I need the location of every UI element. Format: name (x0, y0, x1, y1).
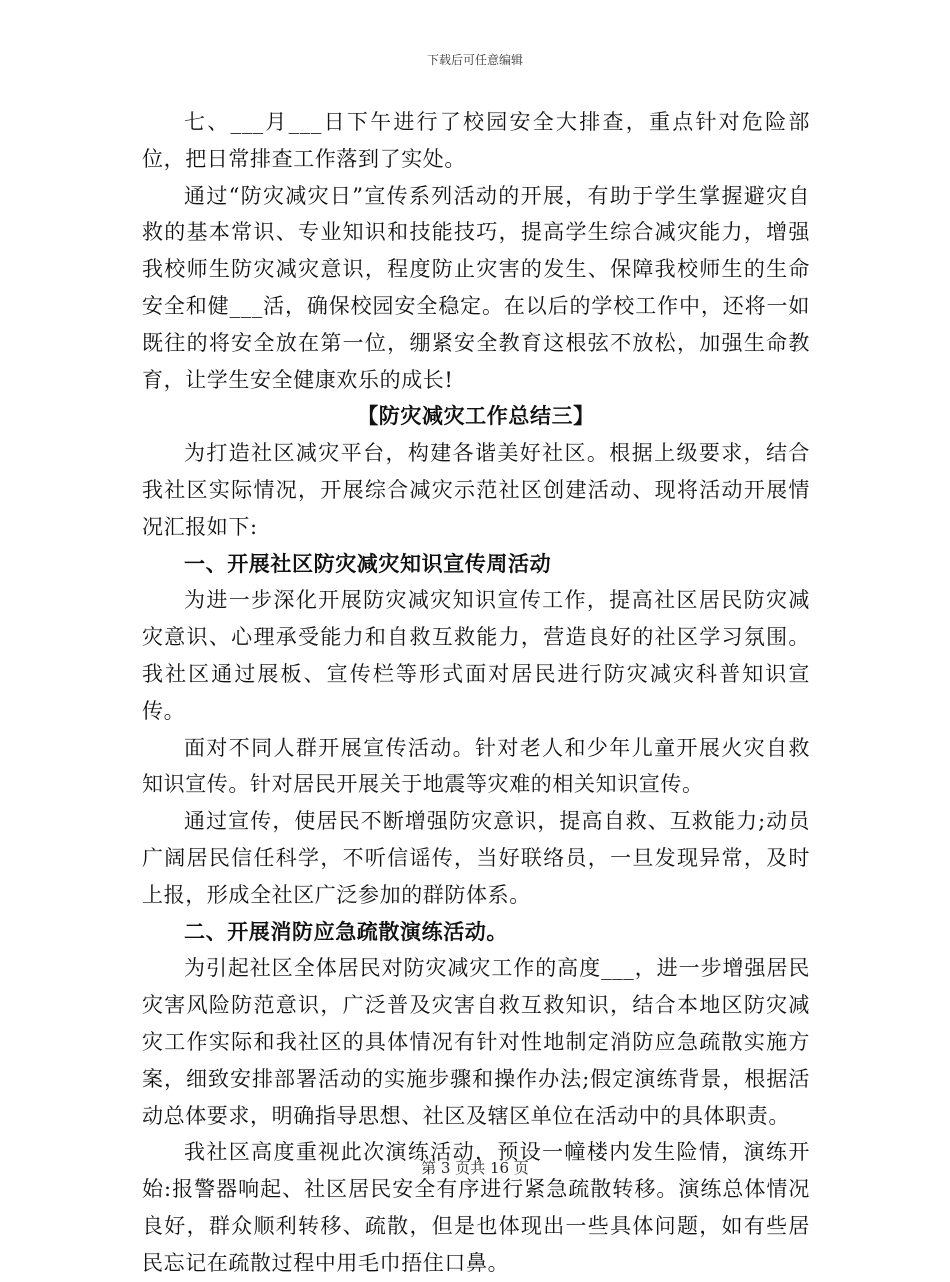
paragraph-drill-result: 我社区高度重视此次演练活动，预设一幢楼内发生险情，演练开始:报警器响起、社区居民安全有序进行紧急疏散转移。演练总体情况良好，群众顺利转移、疏散，但是也体现出一些具体问题，如有些居民忘记在疏散过程中用毛巾捂住口鼻。 (142, 1140, 810, 1275)
paragraph-publicity-work: 为进一步深化开展防灾减灾知识宣传工作，提高社区居民防灾减灾意识、心理承受能力和自救互救能力，营造良好的社区学习氛围。我社区通过展板、宣传栏等形式面对居民进行防灾减灾科普知识宣传。 (142, 588, 810, 723)
page-number: 第 3 页共 16 页 (421, 1159, 529, 1177)
paragraph-community-intro: 为打造社区减灾平台，构建各谐美好社区。根据上级要求，结合我社区实际情况，开展综合减灾示范社区创建活动、现将活动开展情况汇报如下: (142, 441, 810, 539)
page-header-note: 下载后可任意编辑 (426, 53, 523, 67)
paragraph-disaster-day-summary: 通过“防灾减灾日”宣传系列活动的开展，有助于学生掌握避灾自救的基本常识、专业知识和技能技巧，提高学生综合减灾能力，增强我校师生防灾减灾意识，程度防止灾害的发生、保障我校师生的生命安全和健___活，确保校园安全稳定。在以后的学校工作中，还将一如既往的将安全放在第一位，绷紧安全教育这根弦不放松，加强生命教育，让学生安全健康欢乐的成长! (142, 183, 810, 392)
document-body (142, 104, 810, 1282)
subheading-evacuation-drill: 二、开展消防应急疏散演练活动。 (184, 918, 508, 944)
paragraph-publicity-results: 通过宣传，使居民不断增强防灾意识，提高自救、互救能力;动员广阔居民信任科学，不听信谣传，当好联络员，一旦发现异常，及时上报，形成全社区广泛参加的群防体系。 (142, 809, 810, 907)
subheading-publicity-week: 一、开展社区防灾减灾知识宣传周活动 (184, 550, 552, 576)
section-title: 【防灾减灾工作总结三】 (357, 403, 595, 429)
paragraph-target-groups: 面对不同人群开展宣传活动。针对老人和少年儿童开展火灾自救知识宣传。针对居民开展关于地震等灾难的相关知识宣传。 (142, 735, 810, 797)
paragraph-campus-inspection: 七、___月___日下午进行了校园安全大排查，重点针对危险部位，把日常排查工作落到了实处。 (142, 110, 810, 171)
paragraph-drill-plan: 为引起社区全体居民对防灾减灾工作的高度___，进一步增强居民灾害风险防范意识，广泛普及灾害自救互救知识，结合本地区防灾减灾工作实际和我社区的具体情况有针对性地制定消防应急疏散实施方案，细致安排部署活动的实施步骤和操作办法;假定演练背景，根据活动总体要求，明确指导思想、社区及辖区单位在活动中的具体职责。 (142, 956, 810, 1128)
